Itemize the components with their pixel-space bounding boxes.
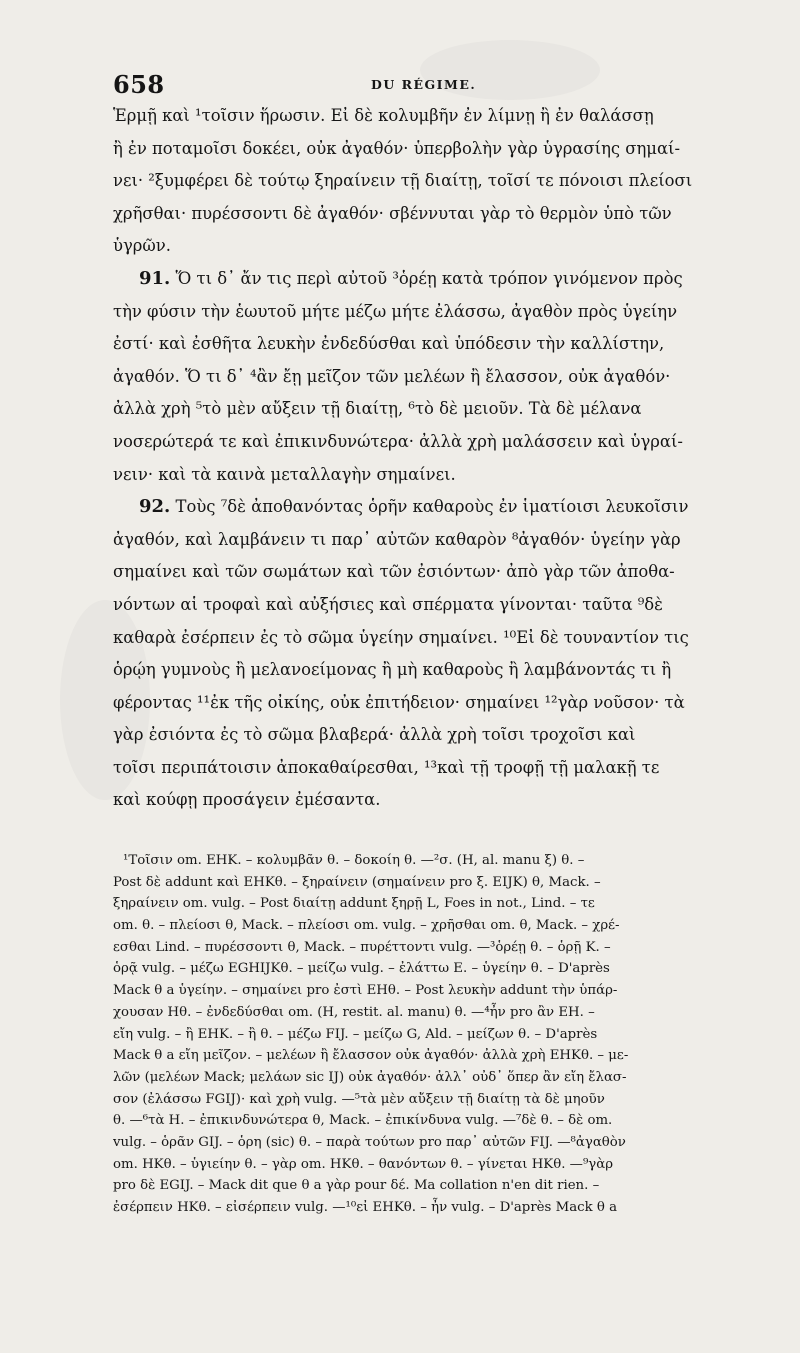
footnote-line: Mack θ a ὑγείην. – σημαίνει pro ἐστὶ EHθ. – Post λευκὴν addunt τὴν ὑπάρ- [113, 983, 618, 999]
section-number: 92. [139, 496, 171, 518]
text-line: ἐστί· καὶ ἐσθῆτα λευκὴν ἐνδεδύσθαι καὶ ὑπόδεσιν τὴν καλλίστην, [113, 334, 665, 354]
footnote-line: Post δὲ addunt καὶ EHKθ. – ξηραίνειν (σημαίνειν pro ξ. EIJK) θ, Mack. – [113, 874, 601, 890]
footnote-line: Mack θ a εἴη μεῖζον. – μελέων ἢ ἔλασσον οὐκ ἀγαθόν· ἀλλὰ χρὴ EHKθ. – με- [113, 1048, 629, 1064]
footnote-line: ὁρᾷ vulg. – μέζω EGHIJKθ. – μείζω vulg. – ἐλάττω E. – ὑγείην θ. – D'après [113, 961, 610, 977]
text-line: καὶ κούφῃ προσάγειν ἐμέσαντα. [113, 790, 381, 810]
footnote-line: χουσαν Hθ. – ἐνδεδύσθαι om. (H, restit. al. manu) θ. —⁴ἦν pro ἂν EH. – [113, 1004, 595, 1020]
text-line: ὁρῴη γυμνοὺς ἢ μελανοείμονας ἢ μὴ καθαροὺς ἢ λαμβάνοντάς τι ἢ [113, 660, 672, 680]
page-number: 658 [113, 70, 165, 99]
text-line: χρῆσθαι· πυρέσσοντι δὲ ἀγαθόν· σβέννυται γὰρ τὸ θερμὸν ὑπὸ τῶν [113, 203, 672, 223]
text-line: φέροντας ¹¹ἐκ τῆς οἰκίης, οὐκ ἐπιτήδειον· σημαίνει ¹²γὰρ νοῦσον· τὰ [113, 692, 685, 712]
footnote-line: εσθαι Lind. – πυρέσσοντι θ, Mack. – πυρέττοντι vulg. —³ὁρέῃ θ. – ὁρῇ K. – [113, 939, 611, 955]
footnote-line: om. HKθ. – ὑγιείην θ. – γὰρ om. HKθ. – θανόντων θ. – γίνεται HKθ. —⁹γὰρ [113, 1156, 614, 1172]
text-line: Ἑρμῇ καὶ ¹τοῖσιν ἥρωσιν. Εἰ δὲ κολυμβῆν ἐν λίμνῃ ἢ ἐν θαλάσσῃ [113, 106, 654, 125]
text-line: νόντων αἱ τροφαὶ καὶ αὐξήσιες καὶ σπέρματα γίνονται· ταῦτα ⁹δὲ [113, 594, 663, 614]
running-head: DU RÉGIME. [371, 77, 477, 92]
text-line: νοσερώτερά τε καὶ ἐπικινδυνώτερα· ἀλλὰ χρὴ μαλάσσειν καὶ ὑγραί- [113, 431, 683, 451]
main-text [113, 100, 739, 817]
text-line: τοῖσι περιπάτοισιν ἀποκαθαίρεσθαι, ¹³καὶ τῇ τροφῇ τῇ μαλακῇ τε [113, 757, 660, 777]
footnote-line: vulg. – ὁρᾶν GIJ. – ὁρη (sic) θ. – παρὰ τούτων pro παρ᾽ αὐτῶν FIJ. —⁸ἀγαθὸν [113, 1134, 626, 1150]
footnotes [113, 850, 739, 1219]
text-line: γὰρ ἐσιόντα ἐς τὸ σῶμα βλαβερά· ἀλλὰ χρὴ τοῖσι τροχοῖσι καὶ [113, 725, 636, 745]
footnote-line: ¹Τοῖσιν om. EHK. – κολυμβᾶν θ. – δοκοίη θ. —²σ. (H, al. manu ξ) θ. – [123, 853, 585, 868]
text-line: ἢ ἐν ποταμοῖσι δοκέει, οὐκ ἀγαθόν· ὑπερβολὴν γὰρ ὑγρασίης σημαί- [113, 138, 680, 158]
text-line: νειν· καὶ τὰ καινὰ μεταλλαγὴν σημαίνει. [113, 464, 456, 484]
footnote-line: ἐσέρπειν HKθ. – εἰσέρπειν vulg. —¹⁰εἰ EHKθ. – ἦν vulg. – D'après Mack θ a [113, 1200, 618, 1215]
text-line: ἀγαθόν, καὶ λαμβάνειν τι παρ᾽ αὐτῶν καθαρὸν ⁸ἀγαθόν· ὑγείην γὰρ [113, 529, 681, 549]
section-92-start: 92. Τοὺς ⁷δὲ ἀποθανόντας ὁρῆν καθαροὺς ἐν ἱματίοισι λευκοῖσιν [139, 496, 689, 518]
footnote-line: ξηραίνειν om. vulg. – Post διαίτῃ addunt ξηρῇ L, Foes in not., Lind. – τε [113, 896, 595, 912]
footnote-line: pro δὲ EGIJ. – Mack dit que θ a γὰρ pour δέ. Ma collation n'en dit rien. – [113, 1178, 600, 1194]
page-header [113, 70, 733, 99]
text-line: ἀγαθόν. Ὅ τι δ᾽ ⁴ἂν ἔῃ μεῖζον τῶν μελέων ἢ ἔλασσον, οὐκ ἀγαθόν· [113, 366, 671, 386]
footnote-line: σον (ἐλάσσω FGIJ)· καὶ χρὴ vulg. —⁵τὰ μὲν αὔξειν τῇ διαίτῃ τὰ δὲ μηοῦν [113, 1091, 605, 1107]
text-line: ὑγρῶν. [113, 236, 171, 256]
footnote-line: om. θ. – πλείοσι θ, Mack. – πλείοσι om. vulg. – χρῆσθαι om. θ, Mack. – χρέ- [113, 918, 620, 934]
text-line: καθαρὰ ἐσέρπειν ἐς τὸ σῶμα ὑγείην σημαίνει. ¹⁰Εἰ δὲ τουναντίον τις [113, 627, 689, 647]
footnote-line: λῶν (μελέων Mack; μελάων sic IJ) οὐκ ἀγαθόν· ἀλλ᾽ οὐδ᾽ ὅπερ ἂν εἴη ἔλασ- [113, 1069, 627, 1085]
footnote-line: εἴη vulg. – ἢ EHK. – ἢ θ. – μέζω FIJ. – μείζω G, Ald. – μείζων θ. – D'après [113, 1026, 598, 1042]
section-91-start: 91. Ὅ τι δ᾽ ἄν τις περὶ αὐτοῦ ³ὁρέῃ κατὰ τρόπον γινόμενον πρὸς [139, 267, 683, 289]
text-line: τὴν φύσιν τὴν ἑωυτοῦ μήτε μέζω μήτε ἐλάσσω, ἀγαθὸν πρὸς ὑγείην [113, 301, 678, 321]
footnote-line: θ. —⁶τὰ H. – ἐπικινδυνώτερα θ, Mack. – ἐπικίνδυνα vulg. —⁷δὲ θ. – δὲ om. [113, 1113, 613, 1129]
text-line: σημαίνει καὶ τῶν σωμάτων καὶ τῶν ἐσιόντων· ἀπὸ γὰρ τῶν ἀποθα- [113, 562, 675, 582]
text-line: ἀλλὰ χρὴ ⁵τὸ μὲν αὔξειν τῇ διαίτῃ, ⁶τὸ δὲ μειοῦν. Τὰ δὲ μέλανα [113, 399, 642, 419]
section-number: 91. [139, 267, 171, 289]
text-line: νει· ²ξυμφέρει δὲ τούτῳ ξηραίνειν τῇ διαίτῃ, τοῖσί τε πόνοισι πλείοσι [113, 171, 693, 191]
